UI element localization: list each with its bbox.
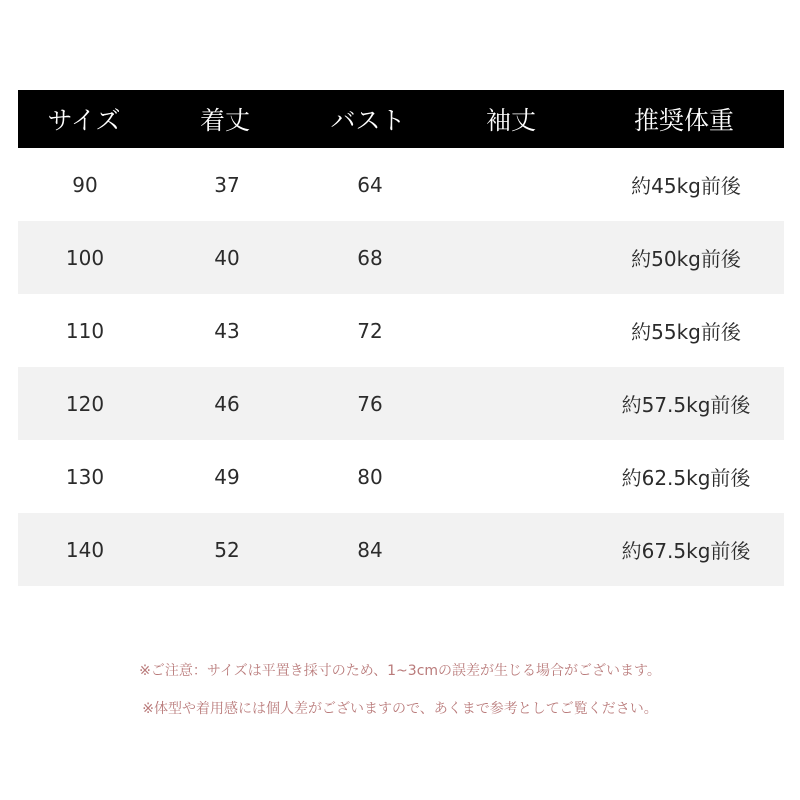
cell-bust: 64 <box>357 172 383 197</box>
cell-size: 110 <box>65 318 105 343</box>
note-fit: ※体型や着用感には個人差がございますので、あくまで参考としてご覧ください。 <box>142 701 658 717</box>
cell-size: 130 <box>65 464 105 489</box>
cell-length: 46 <box>214 391 240 416</box>
cell-bust: 68 <box>357 245 383 270</box>
header-bust: バスト <box>330 106 406 135</box>
cell-size: 120 <box>65 391 105 416</box>
table-row <box>18 440 784 513</box>
notes <box>0 652 800 728</box>
cell-bust: 76 <box>357 391 383 416</box>
cell-length: 43 <box>214 318 240 343</box>
table-row <box>18 221 784 294</box>
cell-length: 52 <box>214 537 240 562</box>
cell-weight: 約50kg前後 <box>631 247 741 271</box>
cell-size: 90 <box>72 172 98 197</box>
cell-weight: 約62.5kg前後 <box>621 466 751 490</box>
header-length: 着丈 <box>199 106 250 135</box>
table-row <box>18 367 784 440</box>
header-size: サイズ <box>47 106 121 135</box>
note-measurement: ※ご注意：サイズは平置き採寸のため、1~3cmの誤差が生じる場合がございます。 <box>139 663 661 679</box>
cell-length: 49 <box>214 464 240 489</box>
cell-weight: 約57.5kg前後 <box>621 393 751 417</box>
size-table <box>18 90 784 586</box>
table-header <box>18 90 784 148</box>
table-row <box>18 513 784 586</box>
table-row <box>18 148 784 221</box>
cell-weight: 約55kg前後 <box>631 320 741 344</box>
cell-bust: 72 <box>357 318 383 343</box>
cell-bust: 84 <box>357 537 383 562</box>
cell-size: 140 <box>65 537 105 562</box>
cell-weight: 約45kg前後 <box>631 174 741 198</box>
header-sleeve: 袖丈 <box>485 106 536 135</box>
table-row <box>18 294 784 367</box>
cell-weight: 約67.5kg前後 <box>621 539 751 563</box>
cell-length: 40 <box>214 245 240 270</box>
header-weight: 推奨体重 <box>633 106 734 135</box>
cell-size: 100 <box>65 245 105 270</box>
cell-length: 37 <box>214 172 240 197</box>
cell-bust: 80 <box>357 464 383 489</box>
